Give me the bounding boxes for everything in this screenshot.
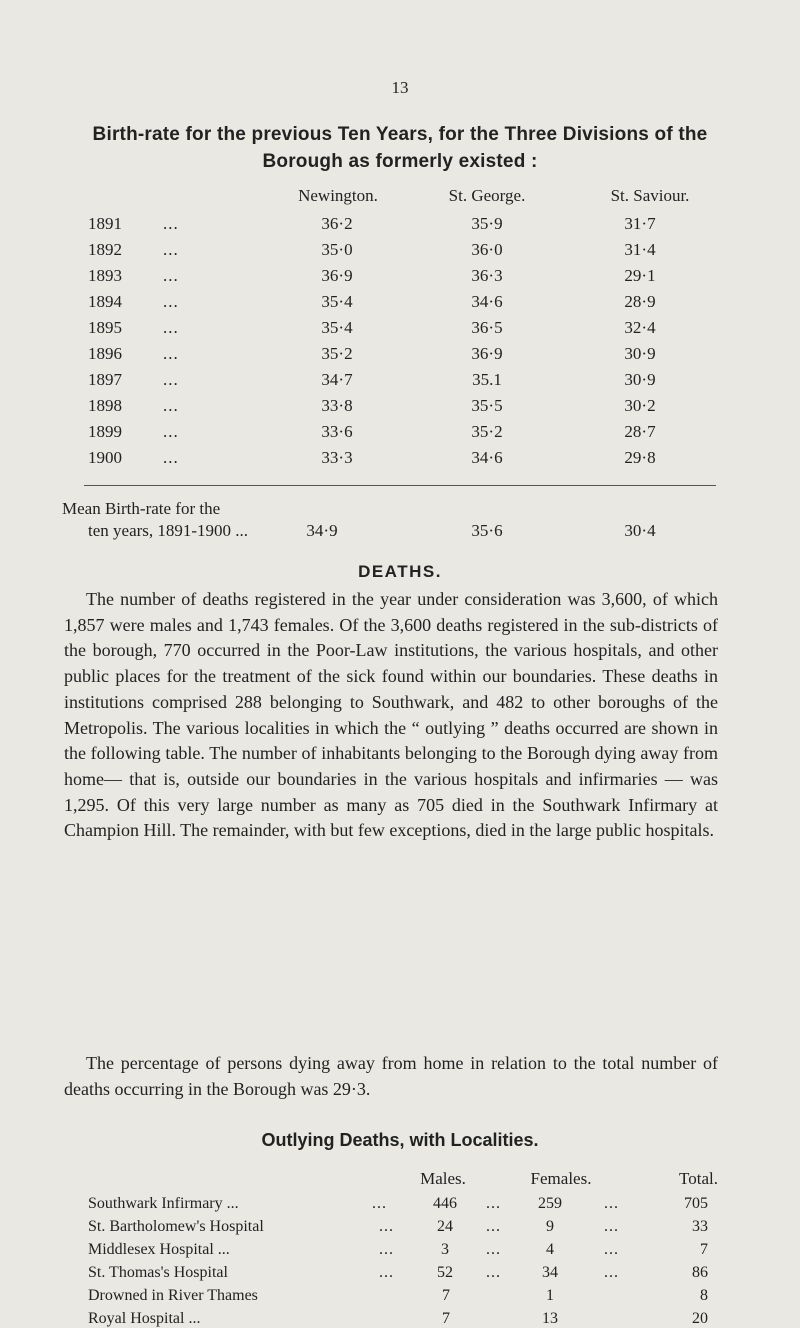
outlying-deaths-title: Outlying Deaths, with Localities.	[261, 1130, 539, 1150]
column-header-st-saviour: St. Saviour.	[610, 186, 690, 205]
deaths-heading: DEATHS.	[358, 562, 442, 581]
cell-males: 446	[433, 1195, 457, 1212]
row-year: 1897	[88, 370, 122, 389]
leader-dots: ...	[163, 266, 179, 285]
cell-males: 7	[442, 1287, 450, 1304]
leader-dots: ...	[379, 1264, 394, 1281]
mean-label-line2: ten years, 1891-1900 ...	[88, 521, 249, 540]
row-year: 1899	[88, 422, 122, 441]
leader-dots: ...	[486, 1241, 501, 1258]
cell-newington: 33·6	[321, 422, 353, 441]
leader-dots: ...	[163, 448, 179, 467]
cell-newington: 36·9	[321, 266, 353, 285]
cell-newington: 35·4	[321, 292, 353, 311]
row-year: 1896	[88, 344, 122, 363]
cell-newington: 33·3	[321, 448, 353, 467]
row-year: 1894	[88, 292, 122, 311]
cell-females: 9	[546, 1218, 554, 1235]
deaths-paragraph-2: The percentage of persons dying away from home in relation to the total number of deaths occurring in the Borough was 29·3.	[64, 1053, 718, 1099]
row-year: 1900	[88, 448, 122, 467]
cell-newington: 34·7	[321, 370, 353, 389]
place-name: Drowned in River Thames	[88, 1287, 258, 1304]
cell-males: 7	[442, 1310, 450, 1327]
cell-st-george: 35·2	[471, 422, 503, 441]
cell-st-saviour: 28·9	[624, 292, 656, 311]
cell-total: 20	[692, 1310, 708, 1327]
cell-st-saviour: 32·4	[624, 318, 656, 337]
leader-dots: ...	[163, 318, 179, 337]
cell-st-george: 34·6	[471, 292, 503, 311]
cell-st-saviour: 31·4	[624, 240, 656, 259]
birth-rate-title-line2: Borough as formerly existed :	[262, 151, 538, 172]
row-year: 1898	[88, 396, 122, 415]
cell-females: 1	[546, 1287, 554, 1304]
cell-total: 705	[684, 1195, 708, 1212]
row-year: 1895	[88, 318, 122, 337]
mean-st-saviour: 30·4	[624, 521, 656, 540]
cell-females: 13	[542, 1310, 558, 1327]
leader-dots: ...	[604, 1218, 619, 1235]
cell-total: 7	[700, 1241, 708, 1258]
cell-females: 259	[538, 1195, 562, 1212]
place-name: Middlesex Hospital ...	[88, 1241, 230, 1258]
cell-st-saviour: 31·7	[624, 214, 656, 233]
place-name: Southwark Infirmary ...	[88, 1195, 239, 1212]
birth-rate-title-line1: Birth-rate for the previous Ten Years, for the Three Divisions of the	[92, 124, 708, 145]
mean-label-line1: Mean Birth-rate for the	[62, 499, 221, 518]
column-header-males: Males.	[420, 1169, 466, 1188]
place-name: St. Bartholomew's Hospital	[88, 1218, 264, 1235]
cell-newington: 35·2	[321, 344, 353, 363]
column-header-total: Total.	[679, 1169, 718, 1188]
cell-st-george: 36·9	[471, 344, 503, 363]
leader-dots: ...	[486, 1264, 501, 1281]
cell-newington: 33·8	[321, 396, 353, 415]
cell-st-george: 35·5	[471, 396, 503, 415]
column-header-females: Females.	[530, 1169, 592, 1188]
cell-newington: 35·4	[321, 318, 353, 337]
place-name: St. Thomas's Hospital	[88, 1264, 228, 1281]
leader-dots: ...	[604, 1241, 619, 1258]
mean-newington: 34·9	[306, 521, 338, 540]
cell-newington: 35·0	[321, 240, 353, 259]
cell-st-saviour: 30·9	[624, 344, 656, 363]
row-year: 1891	[88, 214, 122, 233]
cell-st-saviour: 30·9	[624, 370, 656, 389]
leader-dots: ...	[163, 214, 179, 233]
leader-dots: ...	[379, 1218, 394, 1235]
leader-dots: ...	[604, 1264, 619, 1281]
cell-females: 34	[542, 1264, 558, 1281]
cell-males: 52	[437, 1264, 453, 1281]
mean-st-george: 35·6	[471, 521, 503, 540]
row-year: 1892	[88, 240, 122, 259]
cell-females: 4	[546, 1241, 554, 1258]
cell-st-saviour: 28·7	[624, 422, 656, 441]
page-number: 13	[391, 78, 409, 97]
deaths-paragraph-1: The number of deaths registered in the year under consideration was 3,600, of which 1,857 were males and 1,743 females. Of the 3,600 deaths registered in the sub-districts of the borough, 770 occurred in the Poor-Law institutions, the various hospitals, and other public places for the treatment of the sick found within our boundaries. These deaths in institutions comprised 288 belonging to Southwark, and 482 to other boroughs of the Metropolis. The various localities in which the “ outlying ” deaths occurred are shown in the following table. The number of inhabitants belonging to the Borough dying away from home— that is, outside our boundaries in the various hospitals and infirmaries — was 1,295. Of this very large number as many as 705 died in the Southwark Infirmary at Champion Hill. The remainder, with but few exceptions, died in the large public hospitals.	[64, 589, 718, 841]
leader-dots: ...	[163, 240, 179, 259]
leader-dots: ...	[379, 1241, 394, 1258]
cell-males: 3	[441, 1241, 449, 1258]
cell-total: 86	[692, 1264, 708, 1281]
leader-dots: ...	[163, 396, 179, 415]
cell-st-george: 34·6	[471, 448, 503, 467]
leader-dots: ...	[604, 1195, 619, 1212]
column-header-newington: Newington.	[298, 186, 378, 205]
cell-st-george: 36·0	[471, 240, 503, 259]
leader-dots: ...	[163, 292, 179, 311]
cell-st-george: 36·5	[471, 318, 503, 337]
column-header-st-george: St. George.	[448, 186, 526, 205]
leader-dots: ...	[486, 1218, 501, 1235]
row-year: 1893	[88, 266, 122, 285]
leader-dots: ...	[163, 422, 179, 441]
cell-total: 8	[700, 1287, 708, 1304]
cell-males: 24	[437, 1218, 453, 1235]
cell-st-saviour: 29·1	[624, 266, 656, 285]
table-divider	[84, 485, 716, 486]
cell-st-george: 36·3	[471, 266, 503, 285]
leader-dots: ...	[486, 1195, 501, 1212]
cell-newington: 36·2	[321, 214, 353, 233]
cell-st-saviour: 30·2	[624, 396, 656, 415]
leader-dots: ...	[163, 344, 179, 363]
cell-st-saviour: 29·8	[624, 448, 656, 467]
leader-dots: ...	[163, 370, 179, 389]
cell-st-george: 35·9	[471, 214, 503, 233]
cell-st-george: 35.1	[472, 370, 502, 389]
leader-dots: ...	[372, 1195, 387, 1212]
place-name: Royal Hospital ...	[88, 1310, 201, 1327]
cell-total: 33	[692, 1218, 708, 1235]
